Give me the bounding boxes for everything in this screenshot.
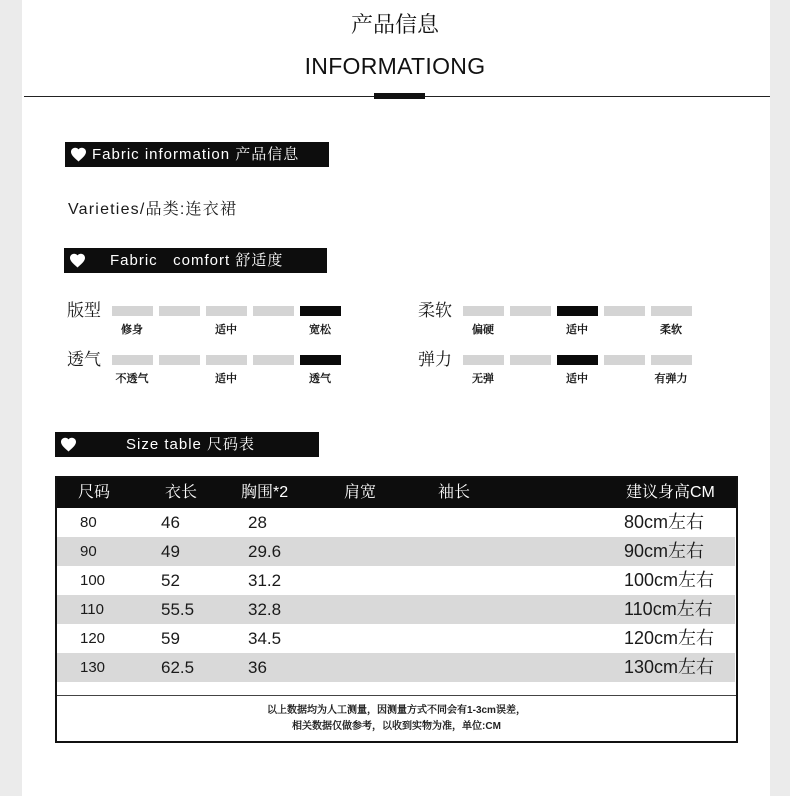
chest-cell: 29.6 — [248, 542, 282, 561]
table-row — [57, 624, 735, 653]
rating-segment — [604, 355, 645, 365]
rating-segment — [651, 355, 692, 365]
length-cell: 62.5 — [161, 658, 195, 677]
length-cell: 55.5 — [161, 600, 195, 619]
size-table — [55, 476, 738, 743]
table-row — [57, 566, 735, 595]
rating-scale-label-low: 无弹 — [472, 373, 494, 385]
rating-breathability — [67, 351, 367, 391]
column-header-chest: 胸围*2 — [241, 484, 289, 501]
rating-segment — [253, 355, 294, 365]
rating-scale — [463, 355, 692, 365]
rating-scale-label-mid: 适中 — [215, 324, 237, 336]
varieties-text: Varieties/品类:连衣裙 — [68, 201, 238, 218]
comfort-heading-text: Fabric comfort 舒适度 — [110, 252, 284, 269]
rating-segment — [206, 306, 247, 316]
rating-segment-selected — [557, 355, 598, 365]
height-cell: 110cm左右 — [624, 599, 713, 619]
rating-name: 弹力 — [418, 350, 452, 369]
size-table-heading-text: Size table 尺码表 — [126, 436, 256, 453]
table-row — [57, 653, 735, 682]
rating-name: 透气 — [67, 350, 101, 369]
column-header-shoulder: 肩宽 — [344, 484, 377, 501]
rating-segment — [253, 306, 294, 316]
rating-softness — [418, 302, 718, 342]
rating-scale-label-low: 偏硬 — [472, 324, 494, 336]
rating-name: 版型 — [67, 301, 101, 320]
rating-fit — [67, 302, 367, 342]
length-cell: 52 — [161, 571, 180, 590]
size-table-heading — [55, 432, 319, 457]
rating-scale-label-mid: 适中 — [566, 373, 588, 385]
rating-segment — [206, 355, 247, 365]
size-cell: 120 — [80, 630, 106, 647]
column-header-sleeve: 袖长 — [438, 484, 471, 501]
rating-segment-selected — [557, 306, 598, 316]
table-row — [57, 595, 735, 624]
page-title: 产品信息 — [350, 12, 439, 37]
chest-cell: 36 — [248, 658, 267, 677]
page-subtitle: INFORMATIONG — [304, 53, 486, 79]
table-header-row — [57, 478, 736, 508]
rating-segment — [510, 355, 551, 365]
height-cell: 100cm左右 — [624, 570, 715, 590]
rating-name: 柔软 — [418, 301, 452, 320]
chest-cell: 28 — [248, 513, 267, 532]
table-footer-divider — [57, 695, 736, 696]
table-row — [57, 537, 735, 566]
height-cell: 90cm左右 — [624, 541, 705, 561]
size-cell: 100 — [80, 572, 106, 589]
rating-segment-selected — [300, 306, 341, 316]
fabric-info-heading-text: Fabric information 产品信息 — [92, 146, 300, 163]
rating-scale-label-low: 不透气 — [115, 373, 149, 385]
chest-cell: 34.5 — [248, 629, 282, 648]
size-cell: 130 — [80, 659, 106, 676]
rating-segment — [159, 355, 200, 365]
size-cell: 80 — [80, 514, 97, 531]
rating-segment — [651, 306, 692, 316]
rating-stretch — [418, 351, 718, 391]
rating-scale-label-high: 宽松 — [309, 324, 331, 336]
rating-segment — [510, 306, 551, 316]
comfort-heading — [64, 248, 327, 273]
rating-scale — [463, 306, 692, 316]
height-cell: 120cm左右 — [624, 628, 715, 648]
rating-segment — [463, 306, 504, 316]
column-header-length: 衣长 — [165, 484, 198, 501]
rating-scale-label-low: 修身 — [121, 324, 143, 336]
rating-segment — [159, 306, 200, 316]
reference-note: 相关数据仅做参考，以收到实物为准，单位:CM — [292, 721, 501, 732]
heart-icon — [71, 147, 86, 162]
chest-cell: 32.8 — [248, 600, 282, 619]
column-header-height: 建议身高CM — [626, 484, 715, 501]
heart-icon — [61, 437, 76, 452]
height-cell: 80cm左右 — [624, 512, 705, 532]
rating-segment — [604, 306, 645, 316]
rating-segment-selected — [300, 355, 341, 365]
rating-segment — [112, 306, 153, 316]
rating-segment — [112, 355, 153, 365]
length-cell: 49 — [161, 542, 180, 561]
chest-cell: 31.2 — [248, 571, 282, 590]
rating-scale-label-mid: 适中 — [215, 373, 237, 385]
measurement-note: 以上数据均为人工测量，因测量方式不同会有1-3cm误差， — [267, 705, 526, 716]
rating-segment — [463, 355, 504, 365]
rating-scale — [112, 306, 341, 316]
rating-scale-label-high: 透气 — [309, 373, 331, 385]
length-cell: 46 — [161, 513, 180, 532]
rating-scale — [112, 355, 341, 365]
rating-scale-label-high: 有弹力 — [654, 373, 688, 385]
rating-scale-label-mid: 适中 — [566, 324, 588, 336]
fabric-info-heading — [65, 142, 329, 167]
rating-scale-label-high: 柔软 — [660, 324, 682, 336]
size-cell: 90 — [80, 543, 97, 560]
height-cell: 130cm左右 — [624, 657, 715, 677]
column-header-size: 尺码 — [78, 484, 111, 501]
table-row — [57, 508, 735, 537]
heart-icon — [70, 253, 85, 268]
length-cell: 59 — [161, 629, 180, 648]
size-cell: 110 — [80, 601, 104, 618]
title-divider-accent — [374, 93, 425, 99]
